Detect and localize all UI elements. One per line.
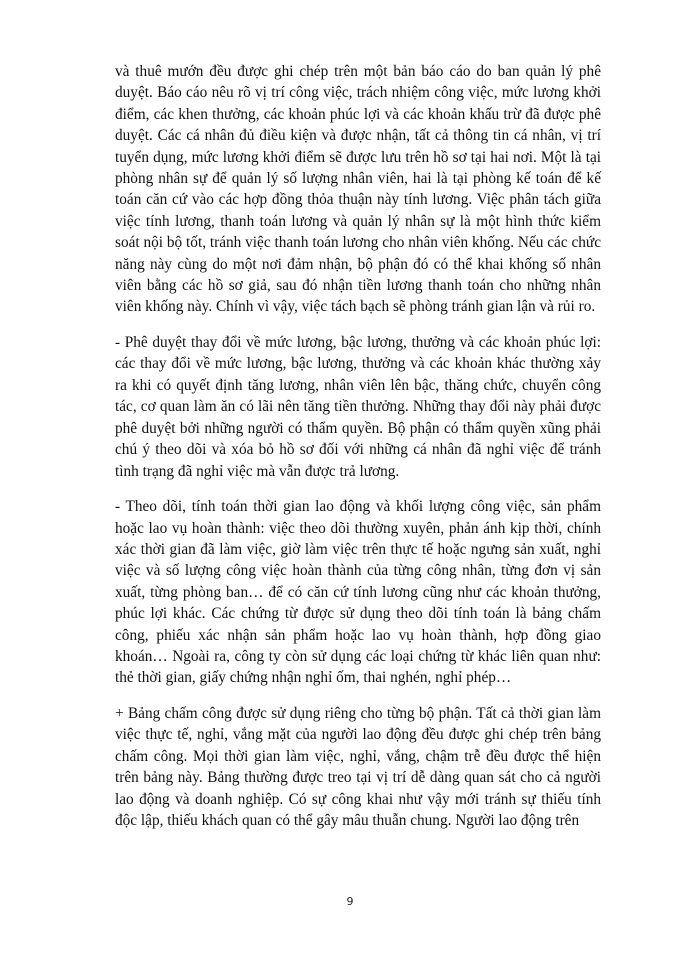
paragraph-timesheet: + Bảng chấm công được sử dụng riêng cho từng bộ phận. Tất cả thời gian làm việc thực tế, nghỉ, vắng mặt của người lao động đều được ghi chép trên bảng chấm công. Mọi thời gian làm việc, nghỉ, vắng, chậm trễ đều được thể hiện trên bảng này. Bảng thường được treo tại vị trí dễ dàng quan sát cho cả người lao động và doanh nghiệp. Có sự công khai như vậy mới tránh sự thiếu tính độc lập, thiếu khách quan có thể gây mâu thuẫn chung. Người lao động trên (115, 704, 601, 829)
paragraph-approval-report: và thuê mướn đều được ghi chép trên một bản báo cáo do ban quản lý phê duyệt. Báo cáo nêu rõ vị trí công việc, trách nhiệm công việc, mức lương khởi điểm, các khen thưởng, các khoản phúc lợi và các khoản khấu trừ đã được phê duyệt. Các cá nhân đủ điều kiện và được nhận, tất cả thông tin cá nhân, vị trí tuyển dụng, mức lương khởi điểm sẽ được lưu trên hồ sơ tại hai nơi. Một là tại phòng nhân sự để quản lý số lượng nhân viên, hai là tại phòng kế toán để kế toán căn cứ vào các hợp đồng thỏa thuận này tính lương. Việc phân tách giữa việc tính lương, thanh toán lương và quản lý nhân sự là một hình thức kiểm soát nội bộ tốt, tránh việc thanh toán lương cho nhân viên khống. Nếu các chức năng này cùng do một nơi đảm nhận, bộ phận đó có thể khai khống số nhân viên bằng các hồ sơ giả, sau đó nhận tiền lương thanh toán cho những nhân viên khống này. Chính vì vậy, việc tách bạch sẽ phòng tránh gian lận và rủi ro. (115, 63, 601, 316)
body-text (115, 61, 601, 846)
paragraph-time-tracking: - Theo dõi, tính toán thời gian lao động và khối lượng công việc, sản phẩm hoặc lao vụ hoàn thành: việc theo dõi thường xuyên, phản ánh kịp thời, chính xác thời gian đã làm việc, giờ làm việc trên thực tế hoặc ngưng sản xuất, nghỉ việc và số lượng công việc hoàn thành của từng công nhân, từng đơn vị sản xuất, từng phòng ban… để có căn cứ tính lương cũng như các khoản thưởng, phúc lợi khác. Các chứng từ được sử dụng theo dõi tính toán là bảng chấm công, phiếu xác nhận sản phẩm hoặc lao vụ hoàn thành, hợp đồng giao khoán… Ngoài ra, công ty còn sử dụng các loại chứng từ khác liên quan như: thẻ thời gian, giấy chứng nhận nghỉ ốm, thai nghén, nghỉ phép… (115, 498, 601, 687)
page-number: 9 (346, 895, 354, 908)
paragraph-salary-changes: - Phê duyệt thay đổi về mức lương, bậc lương, thưởng và các khoản phúc lợi: các thay đổi về mức lương, bậc lương, thưởng và các khoản khác thường xảy ra khi có quyết định tăng lương, nhân viên lên bậc, thăng chức, chuyển công tác, cơ quan làm ăn có lãi nên tăng tiền thưởng. Những thay đổi này phải được phê duyệt bởi những người có thẩm quyền. Bộ phận có thẩm quyền xũng phải chú ý theo dõi và xóa bỏ hồ sơ đối với những cá nhân đã nghỉ việc để tránh tình trạng đã nghỉ việc mà vẫn được trả lương. (115, 334, 601, 480)
